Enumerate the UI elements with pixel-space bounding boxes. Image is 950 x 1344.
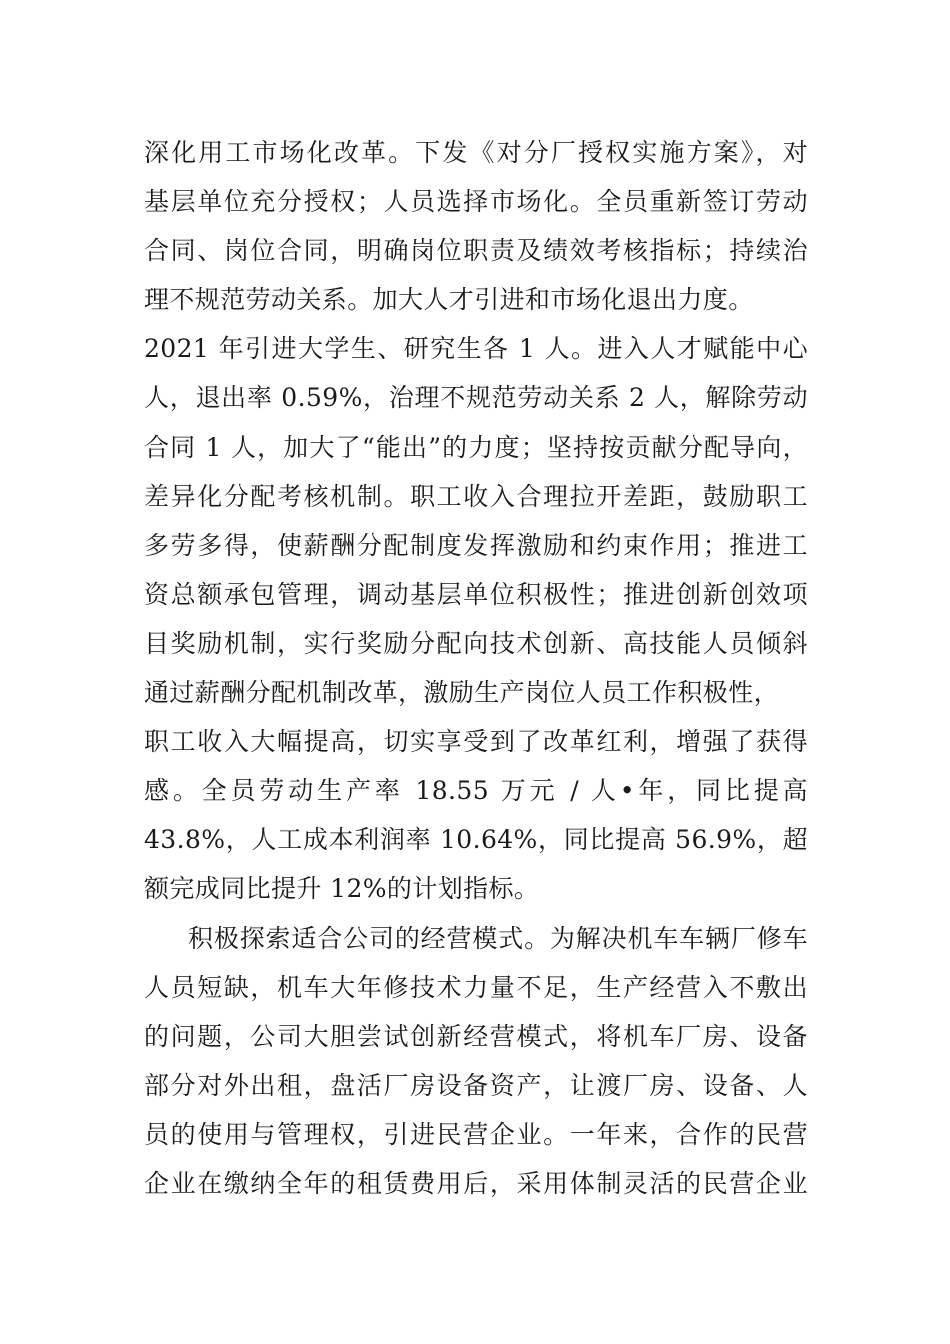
- text-line: 员的使用与管理权，引进民营企业。一年来，合作的民营: [144, 1119, 808, 1149]
- text-line: 合同 1 人，加大了“能出”的力度；坚持按贡献分配导向，: [144, 432, 808, 462]
- text-line: 基层单位充分授权；人员选择市场化。全员重新签订劳动: [144, 187, 808, 217]
- text-line: 部分对外出租，盘活厂房设备资产，让渡厂房、设备、人: [144, 1070, 808, 1100]
- text-line: 的问题，公司大胆尝试创新经营模式，将机车厂房、设备: [144, 1021, 808, 1051]
- text-line: 额完成同比提升 12%的计划指标。: [144, 874, 540, 904]
- text-line: 43.8%，人工成本利润率 10.64%，同比提高 56.9%，超: [144, 825, 808, 855]
- text-line: 通过薪酬分配机制改革，激励生产岗位人员工作积极性，: [144, 678, 780, 708]
- text-line: 理不规范劳动关系。加大人才引进和市场化退出力度。: [144, 285, 754, 315]
- text-line: 企业在缴纳全年的租赁费用后，采用体制灵活的民营企业: [144, 1168, 808, 1198]
- text-line: 差异化分配考核机制。职工收入合理拉开差距，鼓励职工: [144, 481, 808, 511]
- text-line: 深化用工市场化改革。下发《对分厂授权实施方案》，对: [144, 138, 808, 167]
- paragraph-labor-reform: [144, 128, 808, 914]
- text-line: 多劳多得，使薪酬分配制度发挥激励和约束作用；推进工: [144, 530, 808, 560]
- text-line: 感。全员劳动生产率 18.55 万元 / 人•年，同比提高: [144, 776, 808, 806]
- document-body: [144, 128, 808, 1208]
- text-line: 积极探索适合公司的经营模式。为解决机车车辆厂修车: [188, 923, 808, 953]
- text-line: 资总额承包管理，调动基层单位积极性；推进创新创效项: [144, 579, 808, 609]
- text-line: 职工收入大幅提高，切实享受到了改革红利，增强了获得: [144, 727, 808, 757]
- text-line: 人，退出率 0.59%，治理不规范劳动关系 2 人，解除劳动: [144, 383, 808, 413]
- text-line: 人员短缺，机车大年修技术力量不足，生产经营入不敷出: [144, 972, 808, 1002]
- text-line: 2021 年引进大学生、研究生各 1 人。进入人才赋能中心: [144, 334, 808, 364]
- text-line: 合同、岗位合同，明确岗位职责及绩效考核指标；持续治: [144, 236, 808, 266]
- paragraph-business-model: [144, 914, 808, 1209]
- text-line: 目奖励机制，实行奖励分配向技术创新、高技能人员倾斜: [144, 628, 808, 658]
